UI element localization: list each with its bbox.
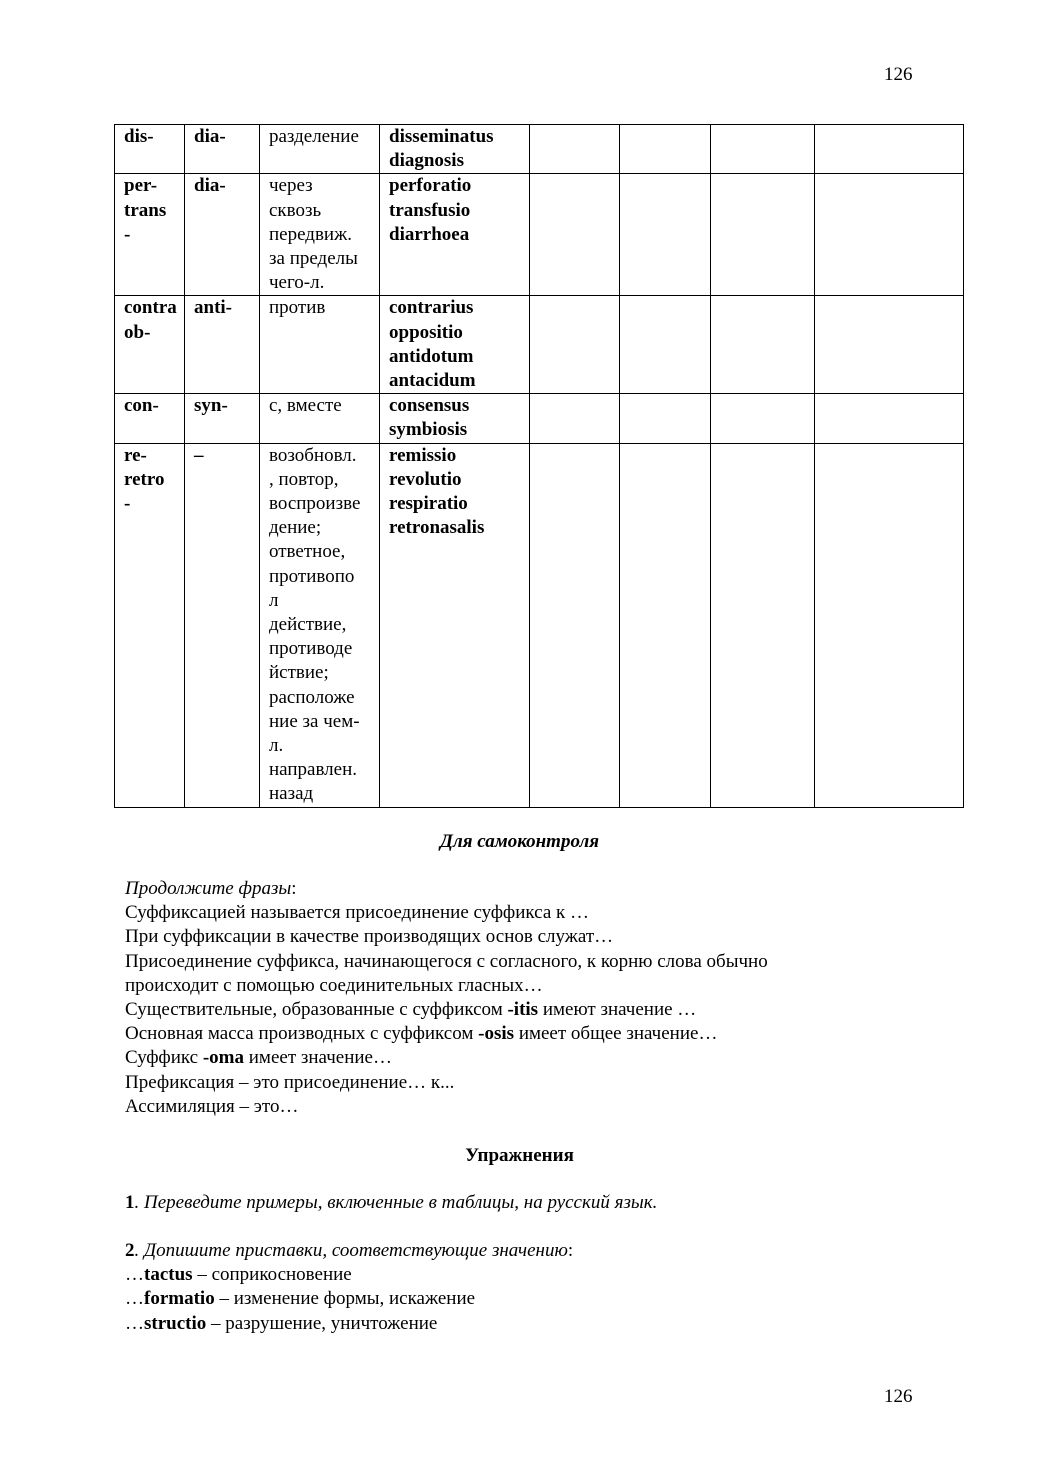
meaning-line: направлен. <box>269 759 358 781</box>
examples-line: antacidum <box>389 370 476 392</box>
empty-cell <box>530 125 620 174</box>
latin-prefix-line: con- <box>124 395 159 417</box>
item-post: – разрушение, уничтожение <box>206 1312 438 1334</box>
phrase-line <box>125 1071 768 1095</box>
intro-text: Продолжите фразы <box>125 878 292 899</box>
empty-cell <box>530 296 620 394</box>
table-row <box>115 174 964 296</box>
examples-line: transfusio <box>389 199 471 221</box>
meaning-line: сквозь <box>269 199 322 221</box>
phrase-pre: Существительные, образованные с суффиксом <box>125 999 508 1021</box>
meaning-cell <box>260 296 380 394</box>
phrase-line <box>125 925 768 949</box>
phrase-post: имеет значение… <box>244 1047 392 1069</box>
phrase-pre: Суффиксацией называется присоединение суффикса к … <box>125 902 589 924</box>
exercise-1-text: . Переведите примеры, включенные в таблицы, на русский язык. <box>134 1192 658 1213</box>
examples-line: revolutio <box>389 468 462 490</box>
meaning-line: назад <box>269 783 314 805</box>
empty-cell <box>711 174 815 296</box>
item-post: – изменение формы, искажение <box>214 1288 476 1310</box>
greek-prefix-line: – <box>194 444 204 466</box>
phrase-pre: Префиксация – это присоединение… к... <box>125 1071 455 1093</box>
meaning-cell <box>260 174 380 296</box>
item-bold: structio <box>144 1312 207 1334</box>
exercise-2 <box>125 1239 573 1336</box>
phrase-line <box>125 1095 768 1119</box>
greek-prefix-cell <box>185 174 260 296</box>
phrase-bold: -osis <box>478 1023 515 1045</box>
meaning-line: дение; <box>269 517 322 539</box>
examples-line: diagnosis <box>389 150 464 172</box>
greek-prefix-line: dia- <box>194 126 226 147</box>
greek-prefix-line: dia- <box>194 175 226 197</box>
item-post: – соприкосновение <box>192 1264 352 1286</box>
meaning-line: за пределы <box>269 248 358 270</box>
examples-line: remissio <box>389 444 457 466</box>
greek-prefix-line: anti- <box>194 297 232 319</box>
empty-cell <box>530 174 620 296</box>
latin-prefix-cell <box>115 296 185 394</box>
empty-cell <box>711 125 815 174</box>
phrase-post: имеет общее значение… <box>514 1023 718 1045</box>
meaning-line: , повтор, <box>269 468 339 490</box>
meaning-line: противопо <box>269 565 355 587</box>
phrase-post: имеют значение … <box>538 999 697 1021</box>
empty-cell <box>620 394 711 443</box>
meaning-line: ние за чем- <box>269 710 360 732</box>
exercise-2-item <box>125 1263 573 1287</box>
phrase-pre: происходит с помощью соединительных гласных… <box>125 974 543 996</box>
table-row <box>115 443 964 807</box>
meaning-line: л <box>269 589 279 611</box>
exercise-2-number: 2 <box>125 1240 135 1261</box>
phrase-line <box>125 974 768 998</box>
latin-prefix-line: - <box>124 223 131 245</box>
examples-cell <box>380 296 530 394</box>
selfcheck-intro <box>125 877 768 901</box>
examples-cell <box>380 394 530 443</box>
item-bold: tactus <box>144 1264 193 1286</box>
latin-prefix-line: re- <box>124 444 147 466</box>
item-pre: … <box>125 1312 144 1334</box>
latin-prefix-cell <box>115 125 185 174</box>
latin-prefix-line: dis- <box>124 126 154 147</box>
meaning-line: расположе <box>269 686 355 708</box>
meaning-line: передвиж. <box>269 223 352 245</box>
examples-cell <box>380 125 530 174</box>
phrase-line <box>125 1022 768 1046</box>
table-row <box>115 394 964 443</box>
meaning-cell <box>260 443 380 807</box>
selfcheck-phrases <box>125 877 768 1119</box>
prefix-table <box>114 124 964 808</box>
empty-cell <box>620 296 711 394</box>
meaning-line: чего-л. <box>269 272 325 294</box>
examples-line: disseminatus <box>389 126 494 147</box>
latin-prefix-line: contra <box>124 297 177 319</box>
examples-line: respiratio <box>389 493 468 515</box>
empty-cell <box>530 443 620 807</box>
phrase-line <box>125 950 768 974</box>
exercise-2-item <box>125 1287 573 1311</box>
meaning-line: возобновл. <box>269 444 357 466</box>
meaning-cell <box>260 125 380 174</box>
latin-prefix-line: trans <box>124 199 167 221</box>
phrase-pre: Суффикс <box>125 1047 203 1069</box>
greek-prefix-cell <box>185 296 260 394</box>
latin-prefix-line: ob- <box>124 321 151 343</box>
examples-cell <box>380 174 530 296</box>
exercise-1-number: 1 <box>125 1192 135 1213</box>
examples-line: retronasalis <box>389 517 485 539</box>
latin-prefix-line: per- <box>124 175 158 197</box>
meaning-line: противоде <box>269 638 353 660</box>
empty-cell <box>815 443 964 807</box>
phrase-bold: -itis <box>507 999 539 1021</box>
empty-cell <box>620 443 711 807</box>
greek-prefix-cell <box>185 394 260 443</box>
exercise-1 <box>125 1191 657 1215</box>
greek-prefix-cell <box>185 443 260 807</box>
item-pre: … <box>125 1264 144 1286</box>
meaning-line: с, вместе <box>269 395 342 417</box>
latin-prefix-cell <box>115 174 185 296</box>
meaning-line: против <box>269 297 326 319</box>
exercise-2-colon: : <box>567 1240 574 1261</box>
exercise-2-text: . Допишите приставки, соответствующие значению <box>134 1240 568 1261</box>
latin-prefix-line: - <box>124 493 131 515</box>
page-number-top: 126 <box>884 64 913 85</box>
empty-cell <box>711 443 815 807</box>
empty-cell <box>620 125 711 174</box>
examples-line: perforatio <box>389 175 472 197</box>
exercises-heading: Упражнения <box>465 1145 574 1166</box>
item-bold: formatio <box>144 1288 215 1310</box>
table-row <box>115 296 964 394</box>
empty-cell <box>711 296 815 394</box>
latin-prefix-cell <box>115 443 185 807</box>
greek-prefix-line: syn- <box>194 395 228 417</box>
empty-cell <box>815 174 964 296</box>
phrase-line <box>125 901 768 925</box>
meaning-line: через <box>269 175 313 197</box>
latin-prefix-line: retro <box>124 468 165 490</box>
examples-line: antidotum <box>389 345 474 367</box>
exercise-2-item <box>125 1312 573 1336</box>
examples-line: consensus <box>389 395 470 417</box>
phrase-line <box>125 998 768 1022</box>
meaning-line: ответное, <box>269 541 346 563</box>
empty-cell <box>711 394 815 443</box>
selfcheck-heading: Для самоконтроля <box>439 831 600 852</box>
phrase-line <box>125 1046 768 1070</box>
examples-cell <box>380 443 530 807</box>
empty-cell <box>620 174 711 296</box>
meaning-line: разделение <box>269 126 359 147</box>
empty-cell <box>815 296 964 394</box>
intro-colon: : <box>291 878 297 899</box>
latin-prefix-cell <box>115 394 185 443</box>
examples-line: oppositio <box>389 321 463 343</box>
meaning-cell <box>260 394 380 443</box>
meaning-line: действие, <box>269 614 347 636</box>
examples-line: contrarius <box>389 297 474 319</box>
item-pre: … <box>125 1288 144 1310</box>
phrase-pre: Основная масса производных с суффиксом <box>125 1023 479 1045</box>
phrase-bold: -oma <box>202 1047 245 1069</box>
page-number-bottom: 126 <box>884 1386 913 1407</box>
examples-line: diarrhoea <box>389 223 470 245</box>
phrase-pre: При суффиксации в качестве производящих основ служат… <box>125 926 614 948</box>
meaning-line: йствие; <box>269 662 329 684</box>
phrase-pre: Ассимиляция – это… <box>125 1095 299 1117</box>
meaning-line: воспроизве <box>269 493 361 515</box>
meaning-line: л. <box>269 735 284 757</box>
phrase-pre: Присоединение суффикса, начинающегося с согласного, к корню слова обычно <box>125 950 768 972</box>
table-row <box>115 125 964 174</box>
empty-cell <box>815 125 964 174</box>
examples-line: symbiosis <box>389 419 468 441</box>
empty-cell <box>530 394 620 443</box>
empty-cell <box>815 394 964 443</box>
greek-prefix-cell <box>185 125 260 174</box>
